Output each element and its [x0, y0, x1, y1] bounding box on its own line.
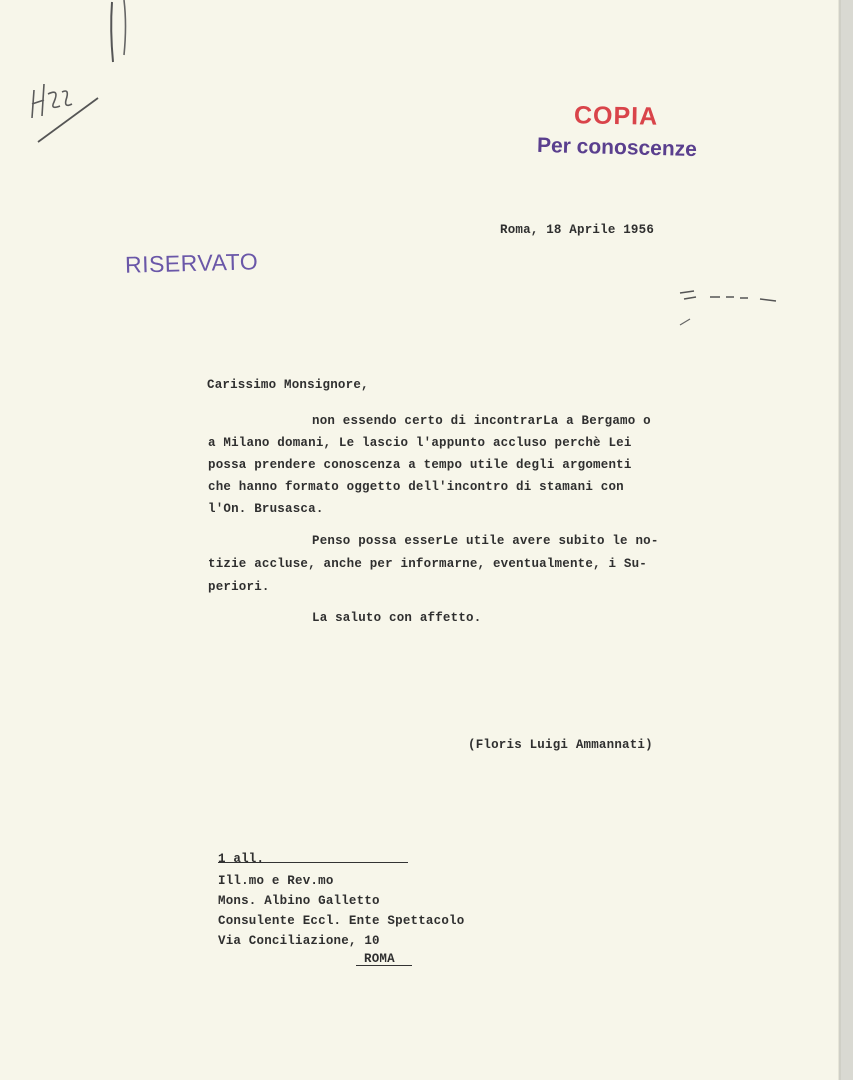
body-line: tizie accluse, anche per informarne, eventualmente, i Su- [208, 557, 647, 571]
stamp-copia: COPIA [573, 101, 659, 131]
body-line: a Milano domani, Le lascio l'appunto accluso perchè Lei [208, 436, 632, 450]
salutation: Carissimo Monsignore, [207, 378, 369, 392]
body-line: che hanno formato oggetto dell'incontro di stamani con [208, 480, 624, 494]
stamp-per-conoscenza: Per conoscenze [536, 133, 698, 162]
address-line: Mons. Albino Galletto [218, 894, 380, 908]
body-line: Penso possa esserLe utile avere subito le no- [312, 534, 659, 548]
enclosure-underline [218, 862, 408, 863]
address-line: Ill.mo e Rev.mo [218, 874, 334, 888]
ink-mark [676, 285, 786, 330]
address-city-underline [356, 965, 412, 966]
stamp-riservato: RISERVATO [124, 248, 259, 278]
address-line: Via Conciliazione, 10 [218, 934, 380, 948]
punch-hole-marks [100, 0, 140, 70]
body-line: non essendo certo di incontrarLa a Bergamo o [312, 414, 651, 428]
signature: (Floris Luigi Ammannati) [468, 738, 653, 752]
address-city: ROMA [364, 952, 395, 966]
enclosure-note: 1 all. [218, 852, 265, 866]
body-line: possa prendere conoscenza a tempo utile degli argomenti [208, 458, 632, 472]
address-line: Consulente Eccl. Ente Spettacolo [218, 914, 465, 928]
date-line: Roma, 18 Aprile 1956 [500, 223, 655, 237]
handwritten-annotation-mark [20, 70, 110, 150]
body-line: periori. [208, 580, 270, 594]
body-line: l'On. Brusasca. [208, 502, 324, 516]
closing-line: La saluto con affetto. [312, 611, 482, 625]
